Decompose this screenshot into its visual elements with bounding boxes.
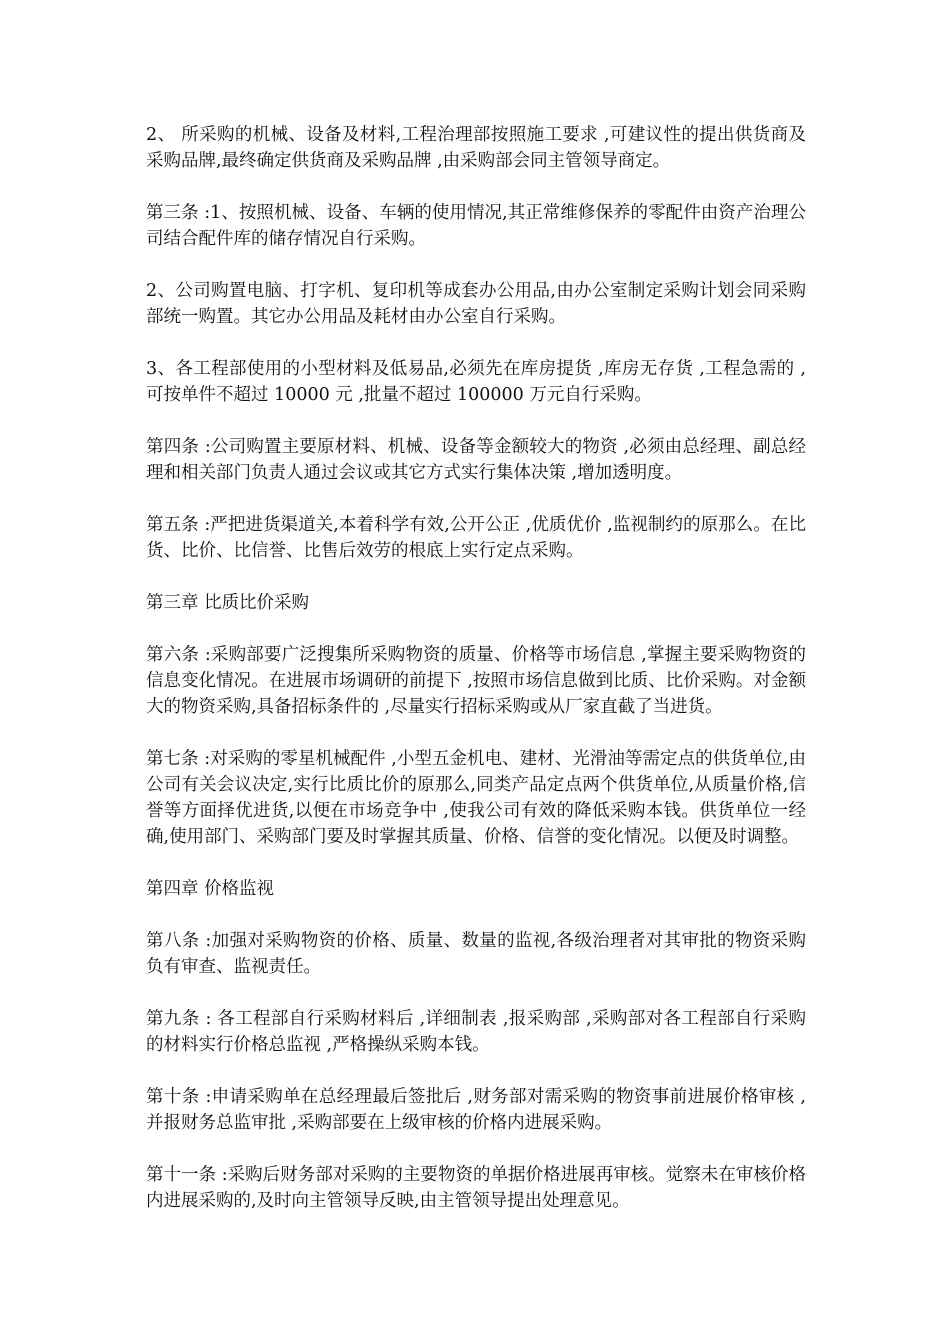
paragraph-article-6: 第六条 :采购部要广泛搜集所采购物资的质量、价格等市场信息 ,掌握主要采购物资的信息变化情况。在进展市场调研的前提下 ,按照市场信息做到比质、比价采购。对金额大的物资采购,具备招标条件的 ,尽量实行招标采购或从厂家直截了当进货。 xyxy=(146,645,806,717)
paragraph-supplier-selection: 2、 所采购的机械、设备及材料,工程治理部按照施工要求 ,可建议性的提出供货商及采购品牌,最终确定供货商及采购品牌 ,由采购部会同主管领导商定。 xyxy=(146,125,806,171)
paragraph-article-8: 第八条 :加强对采购物资的价格、质量、数量的监视,各级治理者对其审批的物资采购负有审查、监视责任。 xyxy=(146,931,806,977)
chapter-heading-3: 第三章 比质比价采购 xyxy=(146,593,310,613)
paragraph-office-supplies: 2、公司购置电脑、打字机、复印机等成套办公用品,由办公室制定采购计划会同采购部统一购置。其它办公用品及耗材由办公室自行采购。 xyxy=(146,281,806,327)
paragraph-small-materials: 3、各工程部使用的小型材料及低易品,必须先在库房提货 ,库房无存货 ,工程急需的 ,可按单件不超过 10000 元 ,批量不超过 100000 万元自行采购。 xyxy=(146,359,806,405)
paragraph-article-11: 第十一条 :采购后财务部对采购的主要物资的单据价格进展再审核。觉察未在审核价格内进展采购的,及时向主管领导反映,由主管领导提出处理意见。 xyxy=(146,1165,806,1211)
paragraph-article-5: 第五条 :严把进货渠道关,本着科学有效,公开公正 ,优质优价 ,监视制约的原那么。在比货、比价、比信誉、比售后效劳的根底上实行定点采购。 xyxy=(146,515,806,561)
paragraph-article-9: 第九条 : 各工程部自行采购材料后 ,详细制表 ,报采购部 ,采购部对各工程部自行采购的材料实行价格总监视 ,严格操纵采购本钱。 xyxy=(146,1009,806,1055)
paragraph-article-4: 第四条 :公司购置主要原材料、机械、设备等金额较大的物资 ,必须由总经理、副总经理和相关部门负责人通过会议或其它方式实行集体决策 ,增加透明度。 xyxy=(146,437,806,483)
paragraph-article-3-spare-parts: 第三条 :1、按照机械、设备、车辆的使用情况,其正常维修保养的零配件由资产治理公司结合配件库的储存情况自行采购。 xyxy=(146,203,806,249)
paragraph-article-7: 第七条 :对采购的零星机械配件 ,小型五金机电、建材、光滑油等需定点的供货单位,由公司有关会议决定,实行比质比价的原那么,同类产品定点两个供货单位,从质量价格,信誉等方面择优进货,以便在市场竞争中 ,使我公司有效的降低采购本钱。供货单位一经确,使用部门、采购部门要及时掌握其质量、价格、信誉的变化情况。以便及时调整。 xyxy=(146,749,806,847)
document-body xyxy=(146,122,806,1240)
paragraph-article-10: 第十条 :申请采购单在总经理最后签批后 ,财务部对需采购的物资事前进展价格审核 ,并报财务总监审批 ,采购部要在上级审核的价格内进展采购。 xyxy=(146,1087,806,1133)
chapter-heading-4: 第四章 价格监视 xyxy=(146,879,275,899)
